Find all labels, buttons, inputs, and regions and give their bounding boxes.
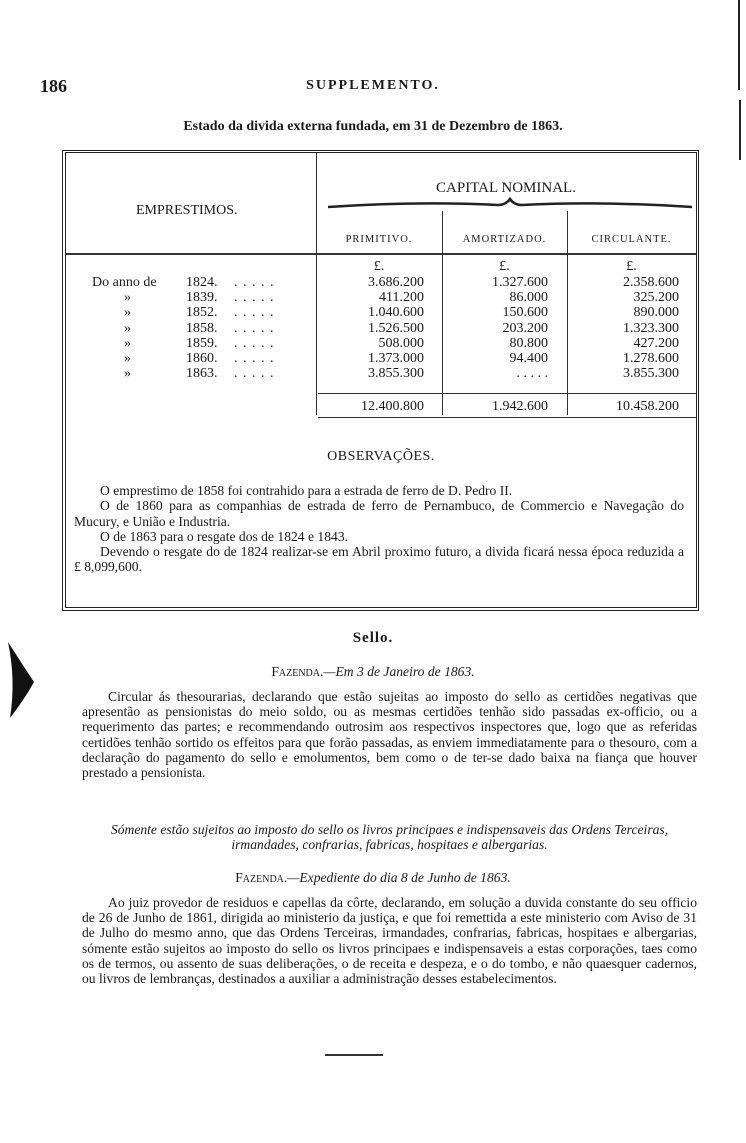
row-year: 1863. <box>186 366 218 382</box>
debt-table <box>62 150 699 611</box>
row-year: 1852. <box>186 305 218 321</box>
binding-mark-icon <box>6 640 36 720</box>
cell-circulante: 427.200 <box>633 335 679 351</box>
currency-label: £. <box>499 259 510 274</box>
header-rule <box>66 253 696 255</box>
cell-primitivo: 1.040.600 <box>368 305 424 321</box>
row-label: Do anno de <box>92 275 157 290</box>
observacao: O de 1863 para o resgate dos de 1824 e 1843. <box>100 528 349 544</box>
row-label: » <box>124 320 131 336</box>
observacao: Devendo o resgate do de 1824 realizar-se em Abril proximo futuro, a divida ficará nessa época reduzida a £ 8,099,600. <box>74 544 684 575</box>
cell-primitivo: 508.000 <box>378 335 424 351</box>
sum-rule <box>318 393 696 394</box>
summary: Sómente estão sujeitos ao imposto do sello os livros principaes e indispensaveis das Ordens Terceiras, irmandades, confrarias, fabricas, hospitaes e albergarias. <box>110 822 669 853</box>
row-year: 1839. <box>186 290 218 306</box>
leader-dots: . . . . . <box>234 320 275 336</box>
total-amortizado: 1.942.600 <box>492 399 548 414</box>
row-year: 1860. <box>186 351 218 366</box>
table-title: Estado da divida externa fundada, em 31 de Dezembro de 1863. <box>183 119 563 134</box>
entry1-dateline <box>0 664 746 680</box>
entry1-body <box>82 689 697 780</box>
row-label: » <box>124 351 131 366</box>
entry2-dateline <box>0 870 746 886</box>
row-label: » <box>124 366 131 382</box>
cell-amortizado: 80.800 <box>509 335 548 351</box>
cell-primitivo: 3.855.300 <box>368 366 424 382</box>
cell-primitivo: 1.373.000 <box>368 351 424 366</box>
observacoes-text <box>74 483 684 575</box>
page-edge <box>738 0 740 90</box>
label-header: EMPRESTIMOS. <box>136 203 238 218</box>
total-primitivo: 12.400.800 <box>361 399 424 414</box>
cell-amortizado: . . . . . <box>516 366 548 382</box>
brace-icon <box>328 197 692 211</box>
row-label: » <box>124 335 131 351</box>
row-year: 1858. <box>186 320 218 336</box>
observacao: O de 1860 para as companhias de estrada de ferro de Pernambuco, de Commercio e Navegação do Mucury, e União e Industria. <box>74 498 684 529</box>
observacao: O emprestimo de 1858 foi contrahido para a estrada de ferro de D. Pedro II. <box>100 483 513 498</box>
total-rule <box>318 417 696 418</box>
leader-dots: . . . . . <box>234 275 275 290</box>
currency-label: £. <box>373 259 385 274</box>
dept: Fazenda. <box>271 664 324 679</box>
cell-circulante: 3.855.300 <box>623 366 679 382</box>
running-title: SUPPLEMENTO. <box>306 78 440 93</box>
leader-dots: . . . . . <box>234 351 275 366</box>
leader-dots: . . . . . <box>234 366 275 382</box>
cell-circulante: 890.000 <box>633 305 679 321</box>
leader-dots: . . . . . <box>234 305 275 321</box>
cell-amortizado: 86.000 <box>509 290 548 306</box>
row-label: » <box>124 305 131 321</box>
cell-circulante: 1.278.600 <box>623 351 679 366</box>
cell-circulante: 1.323.300 <box>623 320 679 336</box>
entry2-body <box>82 895 697 986</box>
cell-primitivo: 411.200 <box>379 290 424 306</box>
section-title: Sello. <box>352 630 394 646</box>
cell-circulante: 2.358.600 <box>623 275 679 290</box>
entry1-text: Circular ás thesourarias, declarando que estão sujeitas ao imposto do sello as certidões negativas que apresentão as pensionistas do meio soldo, ou as mesmas certidões tenhão sido passadas ex-officio, ou a requerimento das partes; e recommendando outrosim aos respectivos inspectores que, logo que as referidas certidões tenhão sortido os effeitos para que forão passadas, as enviem immediatamente para o thesouro, com a declaração do pagamento do sello e emolumentos, bem como o de ter-se dado baixa na fiança que houver prestado a pensionista. <box>82 689 697 781</box>
end-rule <box>325 1054 383 1056</box>
cell-amortizado: 94.400 <box>509 351 548 366</box>
date: —Expediente do dia 8 de Junho de 1863. <box>287 870 511 885</box>
leader-dots: . . . . . <box>234 335 275 351</box>
cell-amortizado: 203.200 <box>502 320 548 336</box>
group-header: CAPITAL NOMINAL. <box>436 180 576 196</box>
leader-dots: . . . . . <box>234 290 275 306</box>
row-year: 1859. <box>186 335 218 351</box>
cell-amortizado: 150.600 <box>502 305 548 321</box>
page-number: 186 <box>40 76 67 96</box>
col-primitivo: PRIMITIVO. <box>345 234 413 245</box>
cell-primitivo: 3.686.200 <box>368 275 424 290</box>
cell-primitivo: 1.526.500 <box>368 320 424 336</box>
cell-circulante: 325.200 <box>633 290 679 306</box>
page-edge <box>739 100 741 160</box>
observacoes-title: OBSERVAÇÕES. <box>327 449 435 464</box>
row-year: 1824. <box>186 275 218 290</box>
cell-amortizado: 1.327.600 <box>492 275 548 290</box>
dept: Fazenda. <box>235 870 288 885</box>
col-circulante: CIRCULANTE. <box>591 234 672 245</box>
currency-label: £. <box>626 259 637 274</box>
total-circulante: 10.458.200 <box>616 399 679 414</box>
entry2-text: Ao juiz provedor de residuos e capellas da côrte, declarando, em solução a duvida constante do seu officio de 26 de Junho de 1861, dirigida ao ministerio da justiça, e que foi remettida a este ministerio com Aviso de 31 de Julho do mesmo anno, que das Ordens Terceiras, irmandades, confrarias, fabricas, hospitaes e albergarias, sómente estão sujeitos ao imposto do sello os livros principaes e indispensaveis a estas corporações, taes como os de termos, ou assento de suas deliberações, o de receita e despeza, e o do tombo, e não quaesquer cadernos, ou livros de lembranças, destinados a auxiliar a administração desses estabelecimentos. <box>82 895 697 987</box>
row-label: » <box>124 290 131 306</box>
date: —Em 3 de Janeiro de 1863. <box>323 664 475 679</box>
col-amortizado: AMORTIZADO. <box>462 234 547 245</box>
